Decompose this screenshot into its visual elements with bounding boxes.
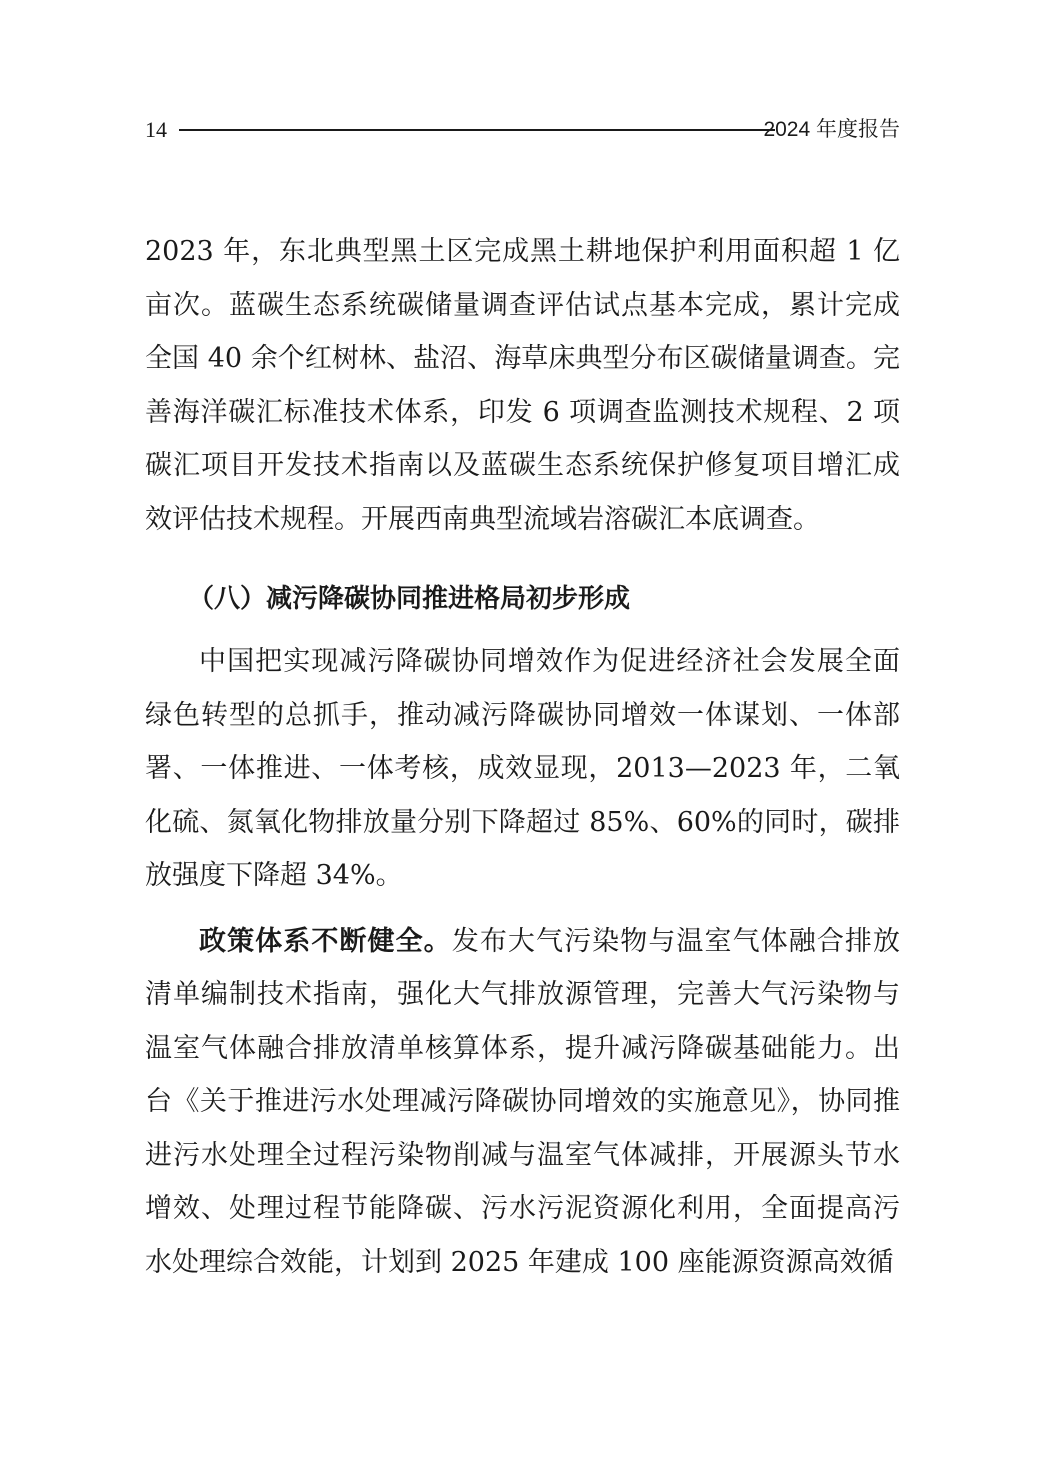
header-rule (179, 129, 775, 131)
paragraph-blue-carbon: 2023 年，东北典型黑土区完成黑土耕地保护利用面积超 1 亿亩次。蓝碳生态系统碳储量调查评估试点基本完成，累计完成全国 40 余个红树林、盐沼、海草床典型分布区碳储量调查。完善海洋碳汇标准技术体系，印发 6 项调查监测技术规程、2 项碳汇项目开发技术指南以及蓝碳生态系统保护修复项目增汇成效评估技术规程。开展西南典型流域岩溶碳汇本底调查。 (145, 236, 900, 535)
report-title: 2024 年度报告 (763, 118, 900, 141)
paragraph-lead-text: 政策体系不断健全。 (199, 925, 452, 957)
page-header (145, 112, 900, 148)
page-body (145, 225, 900, 1289)
page-number: 14 (145, 117, 167, 142)
section-heading: （八）减污降碳协同推进格局初步形成 (188, 584, 631, 614)
paragraph-policy-text: 发布大气污染物与温室气体融合排放清单编制技术指南，强化大气排放源管理，完善大气污染物与温室气体融合排放清单核算体系，提升减污降碳基础能力。出台《关于推进污水处理减污降碳协同增效的实施意见》，协同推进污水处理全过程污染物削减与温室气体减排，开展源头节水增效、处理过程节能降碳、污水污泥资源化利用，全面提高污水处理综合效能，计划到 2025 年建成 100 座能源资源高效循 (145, 925, 900, 1278)
paragraph-policy-system (145, 915, 900, 1290)
paragraph-synergy-overview: 中国把实现减污降碳协同增效作为促进经济社会发展全面绿色转型的总抓手，推动减污降碳协同增效一体谋划、一体部署、一体推进、一体考核，成效显现，2013—2023 年，二氧化硫、氮氧化物排放量分别下降超过 85%、60%的同时，碳排放强度下降超 34%。 (145, 646, 900, 891)
